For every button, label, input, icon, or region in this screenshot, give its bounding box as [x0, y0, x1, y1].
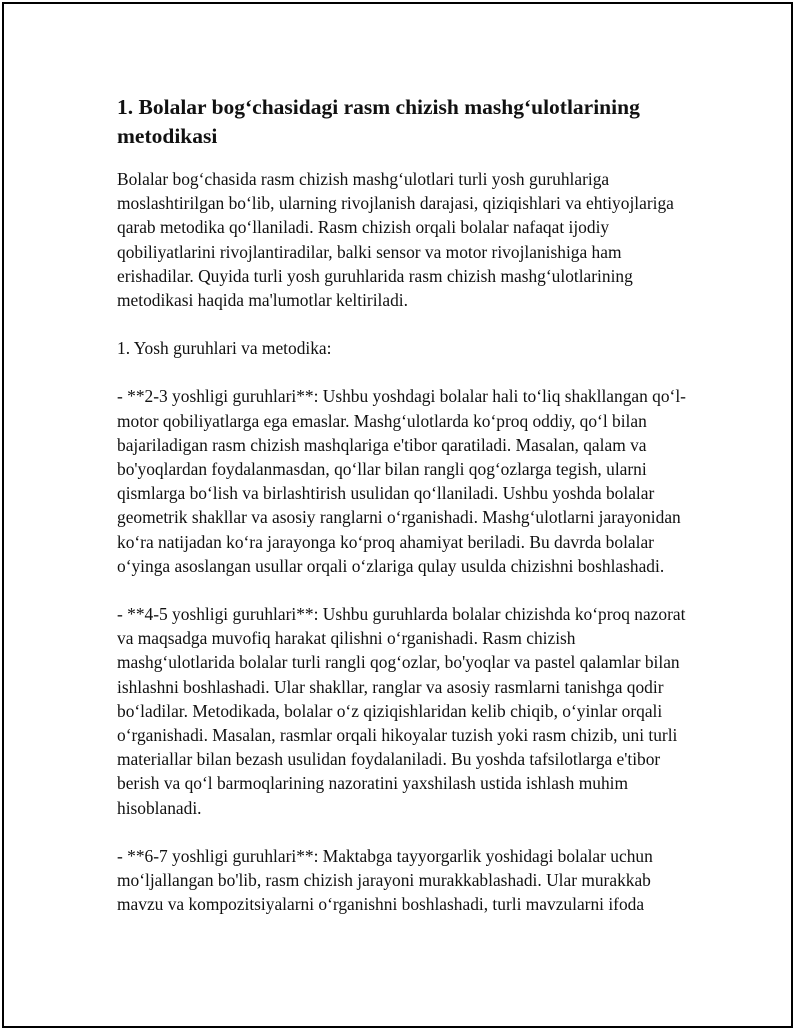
subsection-heading: 1. Yosh guruhlari va metodika: [117, 338, 332, 359]
section-heading: 1. Bolalar bog‘chasidagi rasm chizish mashg‘ulotlarining metodikasi [117, 95, 640, 148]
age-group-6-7-paragraph: - **6-7 yoshligi guruhlari**: Maktabga tayyorgarlik yoshidagi bolalar uchun mo‘ljallangan bo'lib, rasm chizish jarayoni murakkablashadi. Ular murakkab mavzu va kompozitsiyalarni o‘rganishni boshlashadi, turli mavzularni ifoda [117, 845, 653, 915]
age-group-2-3-paragraph: - **2-3 yoshligi guruhlari**: Ushbu yoshdagi bolalar hali to‘liq shakllangan qo‘l-motor qobiliyatlarga ega emaslar. Mashg‘ulotlarda ko‘proq oddiy, qo‘l bilan bajariladigan rasm chizish mashqlariga e'tibor qaratiladi. Masalan, qalam va bo'yoqlardan foydalanmasdan, qo‘llar bilan rangli qog‘ozlarga tegish, ularni qismlarga bo‘lish va birlashtirish usulidan qo‘llaniladi. Ushbu yoshda bolalar geometrik shakllar va asosiy ranglarni o‘rganishadi. Mashg‘ulotlarni jarayonidan ko‘ra natijadan ko‘ra jarayonga ko‘proq ahamiyat beriladi. Bu davrda bolalar o‘yinga asoslangan usullar orqali o‘zlariga qulay usulda chizishni boshlashadi. [117, 386, 686, 576]
document-body [117, 93, 697, 916]
age-group-4-5-paragraph: - **4-5 yoshligi guruhlari**: Ushbu guruhlarda bolalar chizishda ko‘proq nazorat va maqsadga muvofiq harakat qilishni o‘rganishadi. Rasm chizish mashg‘ulotlarida bolalar turli rangli qog‘ozlar, bo'yoqlar va pastel qalamlar bilan ishlashni boshlashadi. Ular shakllar, ranglar va asosiy rasmlarni tanishga qodir bo‘ladilar. Metodikada, bolalar o‘z qiziqishlaridan kelib chiqib, o‘yinlar orqali o‘rganishadi. Masalan, rasmlar orqali hikoyalar tuzish yoki rasm chizib, uni turli materiallar bilan bezash usulidan foydalaniladi. Bu yoshda tafsilotlarga e'tibor berish va qo‘l barmoqlarining nazoratini yaxshilash ustida ishlash muhim hisoblanadi. [117, 604, 686, 818]
intro-paragraph: Bolalar bog‘chasida rasm chizish mashg‘ulotlari turli yosh guruhlariga moslashtirilgan bo‘lib, ularning rivojlanish darajasi, qiziqishlari va ehtiyojlariga qarab metodika qo‘llaniladi. Rasm chizish orqali bolalar nafaqat ijodiy qobiliyatlarini rivojlantiradilar, balki sensor va motor rivojlanishiga ham erishadilar. Quyida turli yosh guruhlarida rasm chizish mashg‘ulotlarining metodikasi haqida ma'lumotlar keltiriladi. [117, 169, 674, 311]
